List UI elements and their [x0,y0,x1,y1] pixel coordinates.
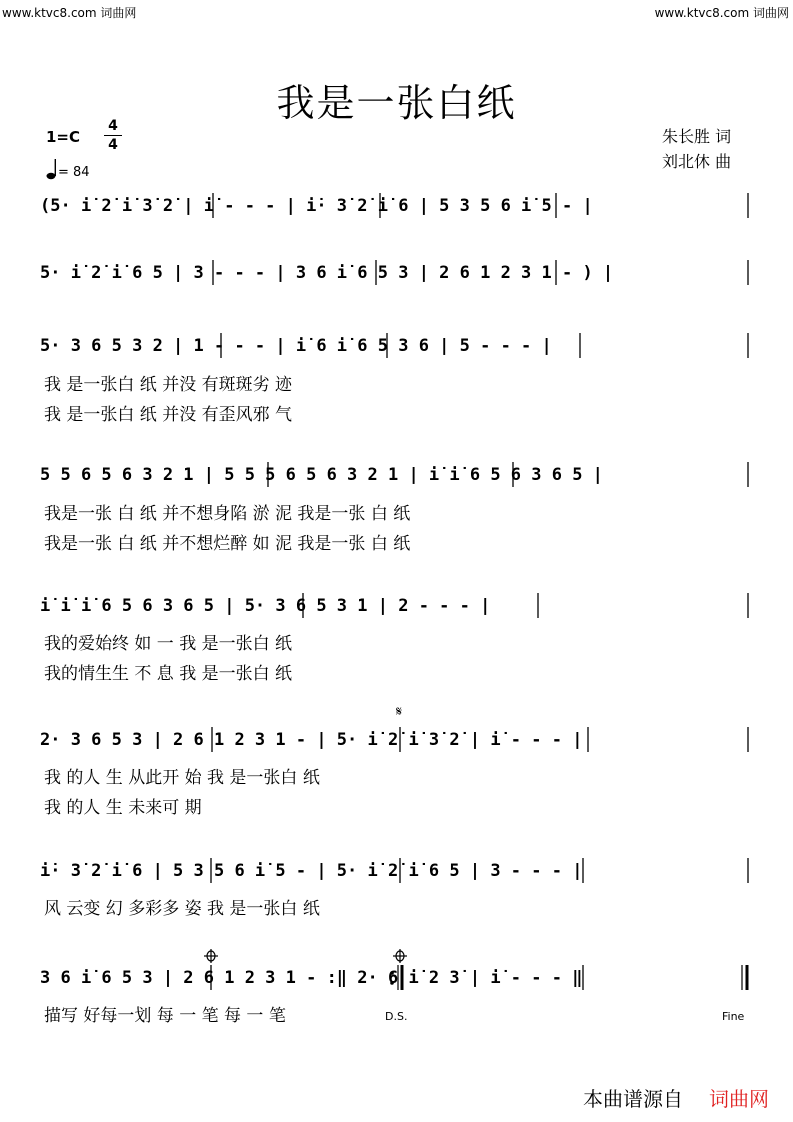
music-line-4: 5 5 6 5 6 3 2 1 | 5 5 5 6 5 6 3 2 1 | i̇ i̇ 6 5 6 3 6 5 | [40,465,603,485]
source-site-link[interactable]: 词曲网 [709,1087,769,1111]
lyric-line-3: 我是一张 白 纸 并不想身陷 淤 泥 我是一张 白 纸 [44,504,411,524]
music-line-8: 3 6 i̇ 6 5 3 | 2 6 1 2 3 1 - :‖ 2· 6 i̇ 2 3̇ | i̇ - - - ‖ [40,968,583,988]
watermark-left: www.ktvc8.com 词曲网 [2,6,137,20]
lyricist-credit: 朱长胜 词 [662,127,732,146]
lyric-line-2: 我 是一张白 纸 并没 有歪风邪 气 [44,405,293,425]
lyric-line-7: 我 的人 生 从此开 始 我 是一张白 纸 [44,768,320,788]
lyric-line-10: 描写 好每一划 每 一 笔 每 一 笔 [44,1006,286,1026]
fine-marking: Fine [722,1010,745,1023]
lyric-line-8: 我 的人 生 未来可 期 [44,798,202,818]
segno-icon: 𝄋 [396,704,403,720]
music-line-1: (5· i̇ 2̇ i̇ 3̇ 2̇ | i̇ - - - | i̇· 3̇ 2̇ i̇ 6 | 5 3 5 6 i̇ 5 - | [40,196,593,216]
music-line-3: 5· 3 6 5 3 2 | 1 - - - | i̇ 6 i̇ 6 5 3 6 | 5 - - - | [40,336,552,356]
meter-top: 4 [108,118,118,134]
composer-credit: 刘北休 曲 [662,152,732,171]
ds-marking: D.S. [385,1010,408,1023]
song-title: 我是一张白纸 [276,81,517,125]
music-line-6: 2· 3 6 5 3 | 2 6 1 2 3 1 - | 5· i̇ 2̇ i̇ 3̇ 2̇ | i̇ - - - | [40,730,583,750]
lyric-line-4: 我是一张 白 纸 并不想烂醉 如 泥 我是一张 白 纸 [44,534,411,554]
lyric-line-9: 风 云变 幻 多彩多 姿 我 是一张白 纸 [44,899,320,919]
lyric-line-1: 我 是一张白 纸 并没 有斑斑劣 迹 [44,375,293,395]
meter-bottom: 4 [108,137,118,153]
lyric-line-5: 我的爱始终 如 一 我 是一张白 纸 [44,634,293,654]
music-line-5: i̇ i̇ i̇ 6 5 6 3 6 5 | 5· 3 6 5 3 1 | 2 - - - | [40,596,491,616]
watermark-right: www.ktvc8.com 词曲网 [654,6,789,20]
key-signature: 1=C [46,128,81,146]
music-line-7: i̇· 3̇ 2̇ i̇ 6 | 5 3 5 6 i̇ 5 - | 5· i̇ 2̇ i̇ 6 5 | 3 - - - | [40,861,583,881]
source-label: 本曲谱源自 [583,1087,683,1111]
tempo-marking: = 84 [58,165,90,180]
lyric-line-6: 我的情生生 不 息 我 是一张白 纸 [44,664,293,684]
music-line-2: 5· i̇ 2̇ i̇ 6 5 | 3 - - - | 3 6 i̇ 6 5 3 | 2 6 1 2 3 1 - ) | [40,263,614,283]
